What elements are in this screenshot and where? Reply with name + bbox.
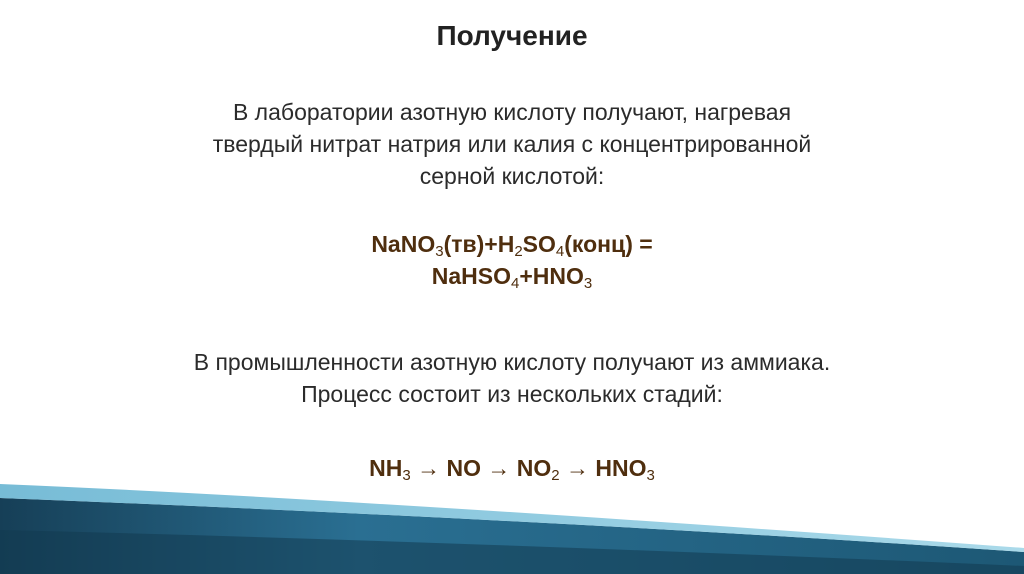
formula-part: → HNO <box>559 455 647 481</box>
industry-reaction-scheme <box>0 452 1024 484</box>
subscript: 3 <box>435 243 444 260</box>
text-line: серной кислотой: <box>419 163 605 189</box>
industry-method-text <box>0 346 1024 410</box>
equation-line-1 <box>0 228 1024 260</box>
subscript: 4 <box>555 243 565 260</box>
subscript: 2 <box>514 243 523 260</box>
formula-part: NaHSO <box>431 263 511 289</box>
text-line: В лаборатории азотную кислоту получают, нагревая <box>232 99 792 125</box>
equation-line-2 <box>0 260 1024 292</box>
text-line: Процесс состоит из нескольких стадий: <box>301 381 723 407</box>
formula-part: +HNO <box>519 263 584 289</box>
subscript: 3 <box>402 467 411 484</box>
formula-part: → NO → NO <box>410 455 552 481</box>
lab-reaction-equation <box>0 228 1024 292</box>
text-line: В промышленности азотную кислоту получают из аммиака. <box>193 349 831 375</box>
subscript: 3 <box>583 275 593 292</box>
formula-part: NH <box>369 455 403 481</box>
subscript: 4 <box>511 275 520 292</box>
scheme-line <box>0 452 1024 484</box>
formula-part: NaNO <box>371 231 436 257</box>
formula-part: (конц) = <box>564 231 653 257</box>
lab-method-text <box>0 96 1024 192</box>
formula-part: SO <box>522 231 556 257</box>
slide-title: Получение <box>436 20 588 51</box>
text-line: твердый нитрат натрия или калия с концентрированной <box>212 131 812 157</box>
subscript: 3 <box>646 467 655 484</box>
subscript: 2 <box>551 467 560 484</box>
formula-part: (тв)+H <box>443 231 515 257</box>
